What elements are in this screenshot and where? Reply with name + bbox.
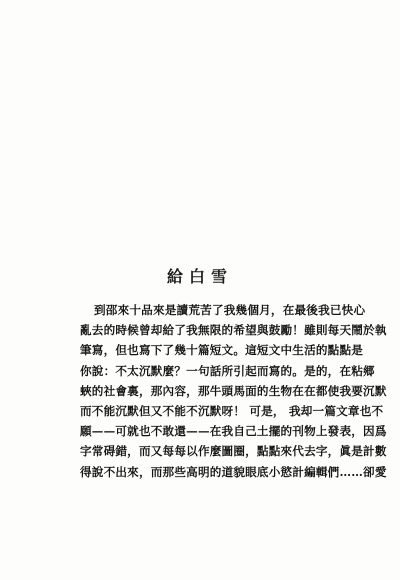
text-line: 你說：不太沉默麼？一句話所引起而寫的。是的，在粘郷	[80, 363, 375, 378]
text-line: 到邵來十品來是讀荒苦了我幾個月，在最後我已快心	[94, 303, 366, 317]
text-line: 得說不出來，而那些高明的道貌眼底小慾計編輯們……卻愛	[80, 464, 387, 479]
text-line: 而不能沉默但又不能不沉默呀！ 可是， 我却一篇文章也不	[80, 403, 384, 418]
text-line: 願——可就也不敢還——在我自己土擺的刊物上發表，因爲	[80, 424, 387, 439]
text-line: 筆寫，但也寫下了幾十篇短文。這短文中生活的點點是	[80, 343, 364, 358]
body-text	[80, 300, 387, 482]
document-title: 給白雪	[166, 267, 233, 286]
text-line: 字常碍錯，而又每每以作麼圖圈，點點來代去字，眞是計數	[80, 444, 387, 459]
text-line: 蛺的社會裏，那內容，那牛頭馬面的生物在在都使我要沉默	[80, 383, 387, 398]
text-line: 亂去的時候曾却給了我無限的希望與鼓勵！雖則每天鬧於執	[80, 323, 387, 338]
